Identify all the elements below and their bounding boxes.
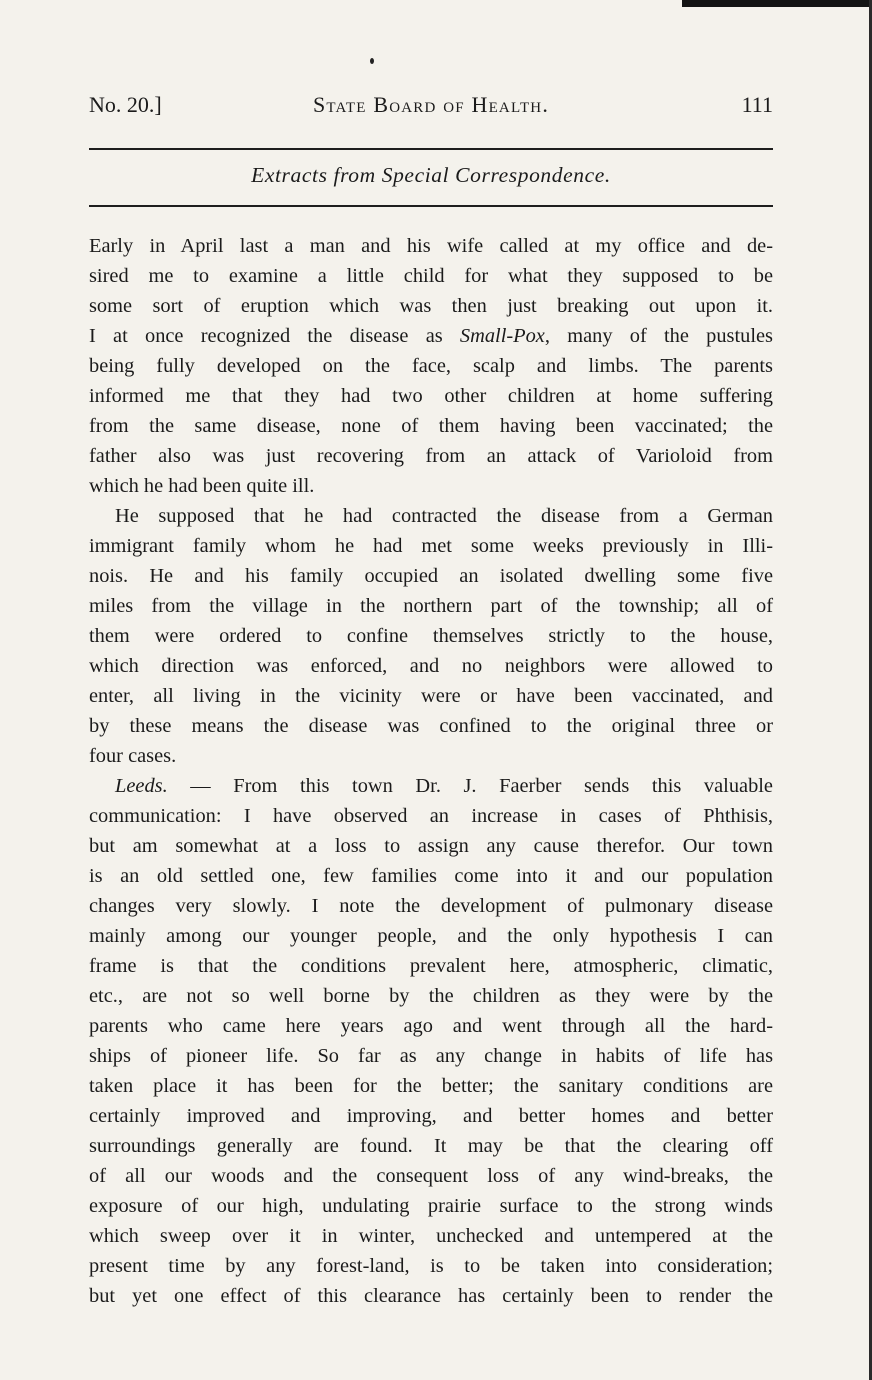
italic-term: Leeds. xyxy=(115,775,168,797)
text-line-leeds: Leeds. — From this town Dr. J. Faerber sends this valuable xyxy=(115,775,773,797)
text-line: father also was just recovering from an attack of Varioloid from xyxy=(89,445,773,467)
document-number: No. 20.] xyxy=(89,92,162,117)
text-line: present time by any forest-land, is to be taken into consideration; xyxy=(89,1255,773,1277)
running-header xyxy=(89,92,773,122)
text-line: which sweep over it in winter, unchecked and untempered at the xyxy=(89,1225,773,1247)
text-line: nois. He and his family occupied an isolated dwelling some five xyxy=(89,565,773,587)
text-line: which he had been quite ill. xyxy=(89,475,315,497)
text-line: changes very slowly. I note the development of pulmonary disease xyxy=(89,895,773,917)
text-line: but am somewhat at a loss to assign any cause therefor. Our town xyxy=(89,835,773,857)
body-text xyxy=(89,231,773,1311)
text-line: I at once recognized the disease as Small-Pox, many of the pustules xyxy=(89,325,773,347)
page-number: 111 xyxy=(741,92,773,117)
text-line: miles from the village in the northern part of the township; all of xyxy=(89,595,773,617)
text-line: ships of pioneer life. So far as any change in habits of life has xyxy=(89,1045,773,1067)
text-line: being fully developed on the face, scalp and limbs. The parents xyxy=(89,355,773,377)
header-rule-bottom xyxy=(89,205,773,207)
text-line: by these means the disease was confined to the original three or xyxy=(89,715,773,737)
text-line: exposure of our high, undulating prairie surface to the strong winds xyxy=(89,1195,773,1217)
header-rule-top xyxy=(89,148,773,150)
text-line: mainly among our younger people, and the only hypothesis I can xyxy=(89,925,773,947)
text-line: them were ordered to confine themselves strictly to the house, xyxy=(89,625,773,647)
text-line: some sort of eruption which was then just breaking out upon it. xyxy=(89,295,773,317)
text-line: etc., are not so well borne by the children as they were by the xyxy=(89,985,773,1007)
text-line: communication: I have observed an increase in cases of Phthisis, xyxy=(89,805,773,827)
text-line: which direction was enforced, and no neighbors were allowed to xyxy=(89,655,773,677)
section-title: Extracts from Special Correspondence. xyxy=(251,163,611,187)
italic-term: Small-Pox xyxy=(459,325,545,347)
text-line: informed me that they had two other children at home suffering xyxy=(89,385,773,407)
text-line: surroundings generally are found. It may be that the clearing off xyxy=(89,1135,773,1157)
text-line: of all our woods and the consequent loss of any wind-breaks, the xyxy=(89,1165,773,1187)
text-line: immigrant family whom he had met some weeks previously in Illi- xyxy=(89,535,773,557)
text-line: is an old settled one, few families come into it and our population xyxy=(89,865,773,887)
text-line: certainly improved and improving, and better homes and better xyxy=(89,1105,773,1127)
text-line: but yet one effect of this clearance has certainly been to render the xyxy=(89,1285,773,1307)
text-line: enter, all living in the vicinity were or have been vaccinated, and xyxy=(89,685,773,707)
text-line: four cases. xyxy=(89,745,177,767)
running-title: State Board of Health. xyxy=(312,92,550,117)
text-line: taken place it has been for the better; the sanitary conditions are xyxy=(89,1075,773,1097)
text-line: frame is that the conditions prevalent here, atmospheric, climatic, xyxy=(89,955,773,977)
print-speck xyxy=(370,58,374,64)
text-line: Early in April last a man and his wife called at my office and de- xyxy=(89,235,773,257)
text-line: parents who came here years ago and went through all the hard- xyxy=(89,1015,773,1037)
text-line: sired me to examine a little child for what they supposed to be xyxy=(89,265,773,287)
text-line: He supposed that he had contracted the disease from a German xyxy=(115,505,773,527)
text-line: from the same disease, none of them having been vaccinated; the xyxy=(89,415,773,437)
page-edge-shadow xyxy=(682,0,872,7)
